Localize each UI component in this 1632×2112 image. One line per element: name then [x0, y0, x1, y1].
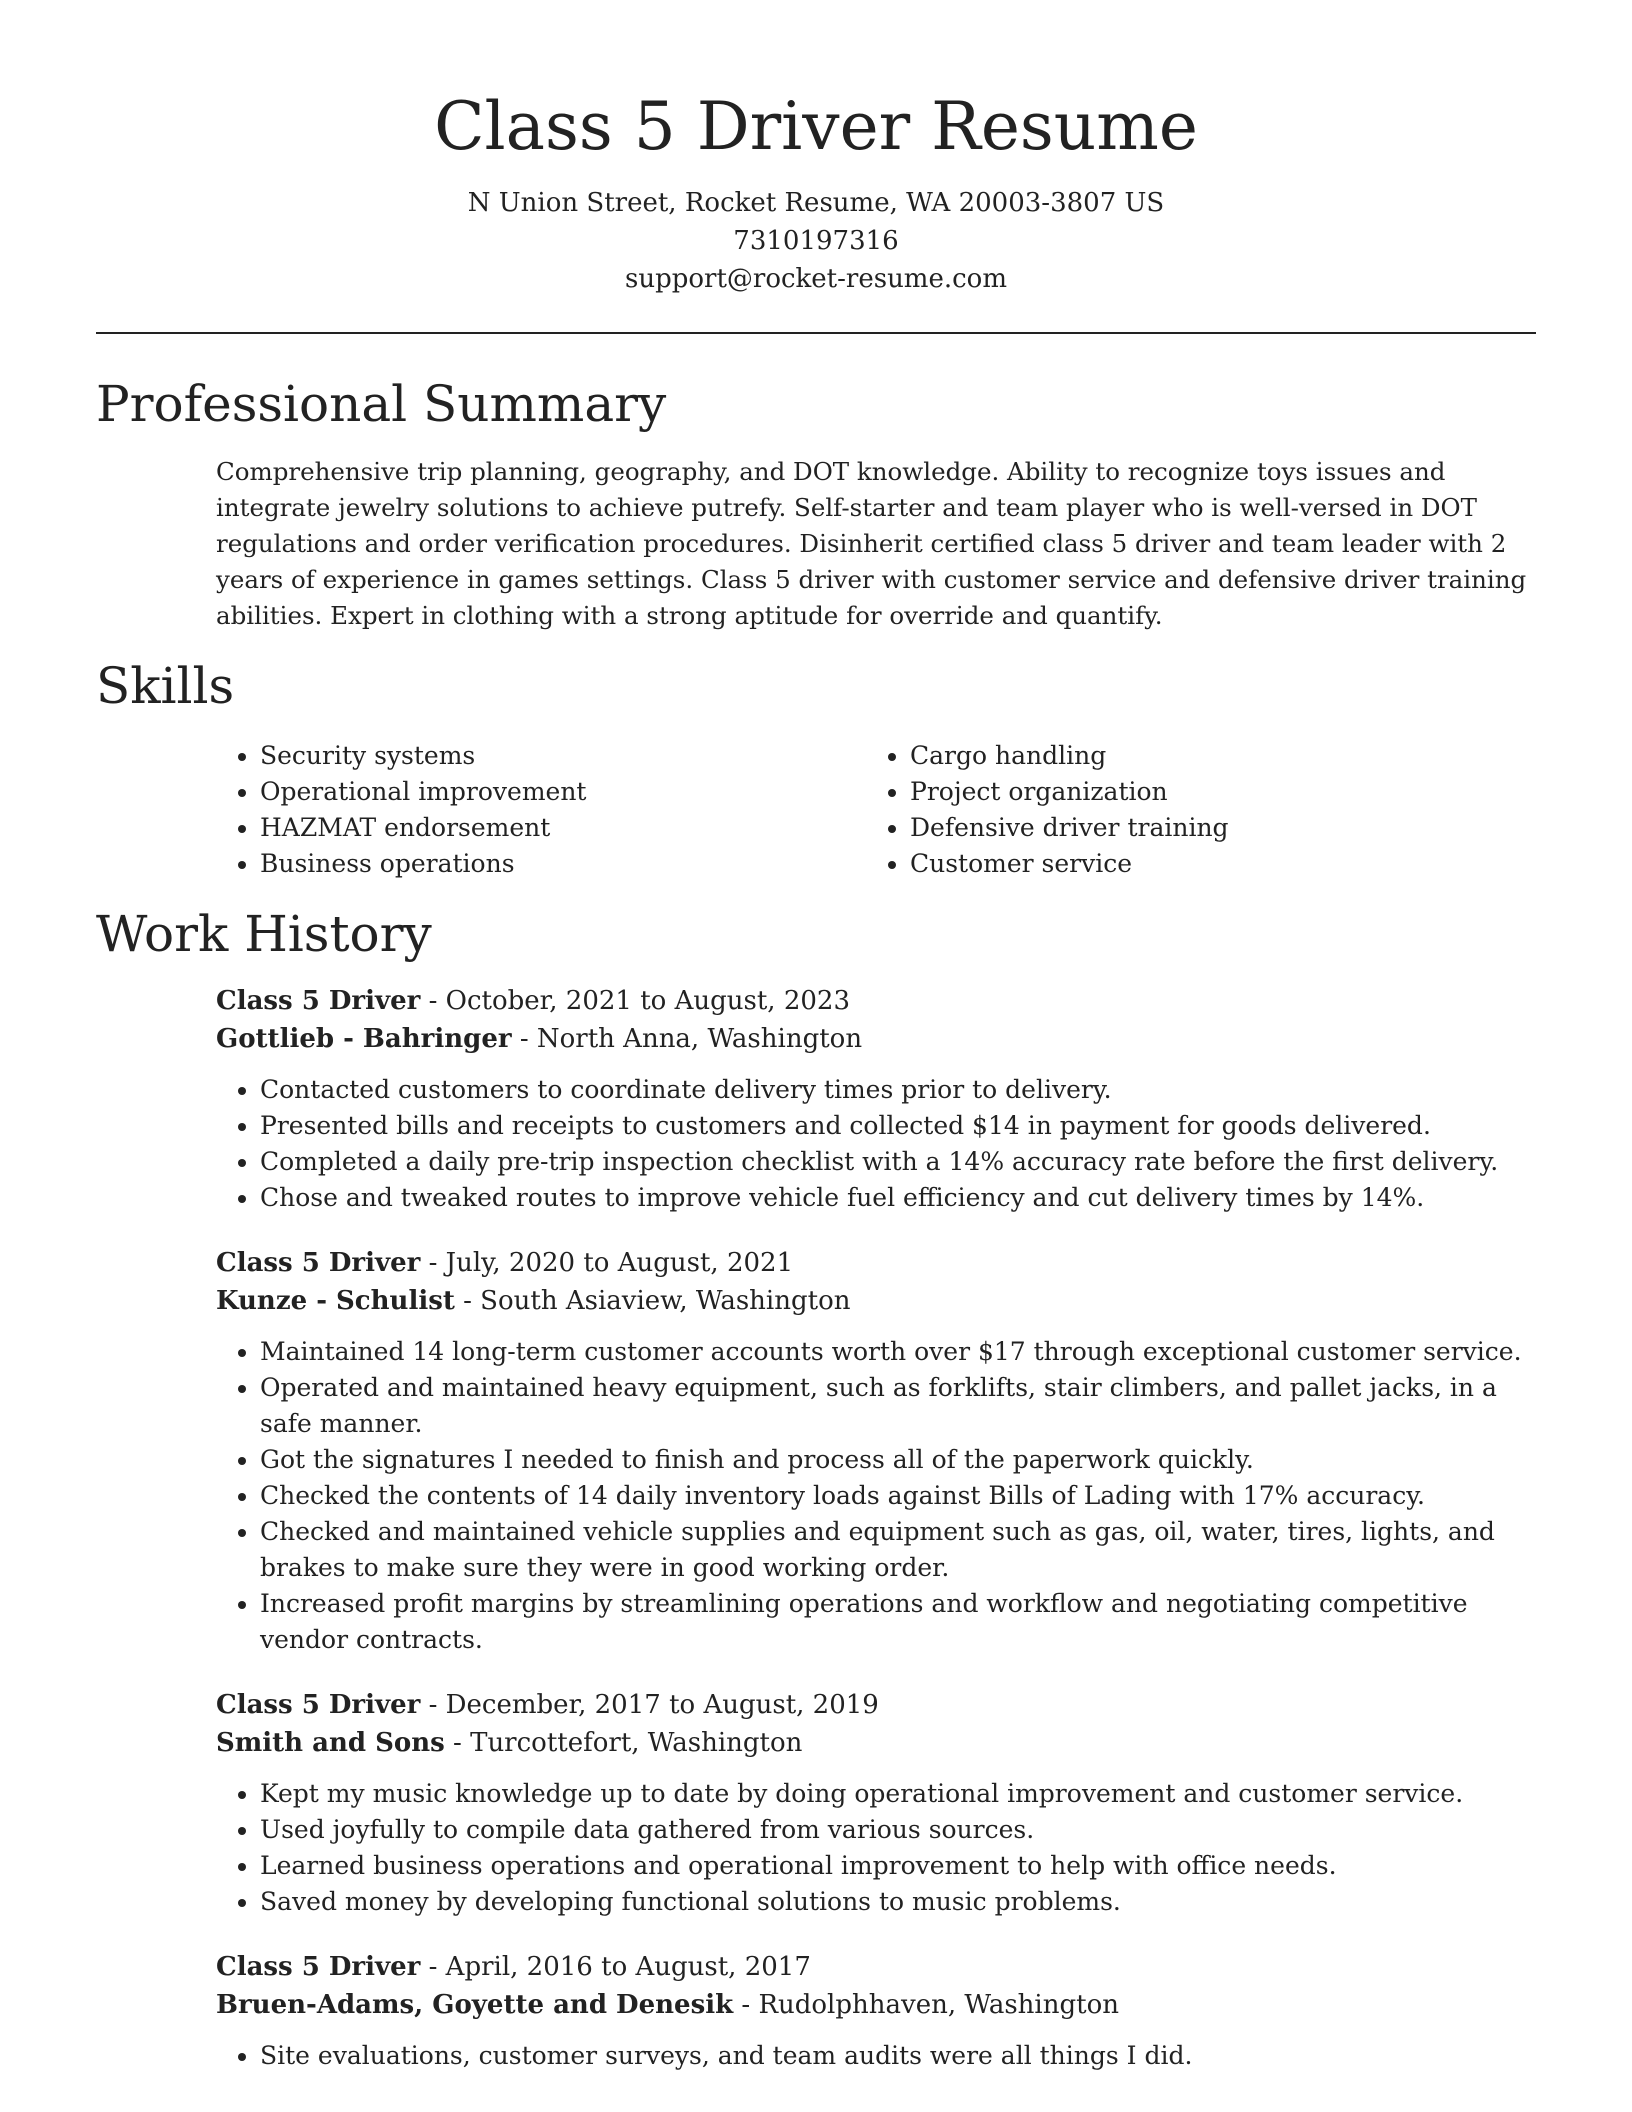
work-section — [96, 902, 1536, 2074]
job-bullets — [216, 1776, 1536, 1920]
work-heading: Work History — [96, 905, 432, 963]
skill-item: • Defensive driver training — [910, 810, 1516, 846]
job-bullet: • Got the signatures I needed to finish and process all of the paperwork quickly. — [260, 1442, 1536, 1478]
job-bullet: • Contacted customers to coordinate delivery times prior to delivery. — [260, 1072, 1536, 1108]
resume-title: Class 5 Driver Resume — [434, 88, 1198, 165]
skill-item: • Business operations — [260, 846, 866, 882]
job-dates: - October, 2021 to August, 2023 — [420, 986, 850, 1016]
job-entry — [216, 1244, 1536, 1658]
job-dates: - July, 2020 to August, 2021 — [420, 1248, 794, 1278]
job-bullet: • Maintained 14 long-term customer accounts worth over $17 through exceptional customer service. — [260, 1334, 1536, 1370]
job-company: Gottlieb - Bahringer — [216, 1024, 512, 1054]
job-bullets — [216, 1334, 1536, 1658]
job-entry — [216, 1686, 1536, 1920]
job-company: Bruen-Adams, Goyette and Denesik — [216, 1990, 734, 2020]
resume-page — [96, 0, 1536, 2074]
job-bullet: • Checked and maintained vehicle supplies and equipment such as gas, oil, water, tires, lights, and brakes to make sure they were in good working order. — [260, 1514, 1536, 1586]
skills-section — [96, 654, 1536, 882]
job-title: Class 5 Driver — [216, 1690, 421, 1720]
job-company: Kunze - Schulist — [216, 1286, 455, 1316]
job-title: Class 5 Driver — [216, 1952, 421, 1982]
job-location: - North Anna, Washington — [511, 1024, 863, 1054]
skills-grid — [216, 738, 1536, 882]
job-title-line — [216, 1948, 1536, 1986]
job-location: - Turcottefort, Washington — [444, 1728, 803, 1758]
job-title-line — [216, 1244, 1536, 1282]
job-bullets — [216, 1072, 1536, 1216]
header-divider — [96, 332, 1536, 334]
summary-section — [96, 372, 1536, 634]
job-bullet: • Saved money by developing functional solutions to music problems. — [260, 1884, 1536, 1920]
job-bullet: • Completed a daily pre-trip inspection checklist with a 14% accuracy rate before the first delivery. — [260, 1144, 1536, 1180]
job-bullet: • Checked the contents of 14 daily inventory loads against Bills of Lading with 17% accuracy. — [260, 1478, 1536, 1514]
job-bullet: • Increased profit margins by streamlining operations and workflow and negotiating competitive vendor contracts. — [260, 1586, 1536, 1658]
job-company-line — [216, 1724, 1536, 1762]
skill-item: • Customer service — [910, 846, 1516, 882]
skill-item: • Cargo handling — [910, 738, 1516, 774]
skills-list-right — [866, 738, 1516, 882]
skill-item: • Operational improvement — [260, 774, 866, 810]
skill-item: • Security systems — [260, 738, 866, 774]
job-company-line — [216, 1282, 1536, 1320]
skill-item: • Project organization — [910, 774, 1516, 810]
skill-item: • HAZMAT endorsement — [260, 810, 866, 846]
contact-block — [96, 184, 1536, 298]
job-entry — [216, 1948, 1536, 2074]
job-location: - Rudolphhaven, Washington — [733, 1990, 1119, 2020]
job-title: Class 5 Driver — [216, 1248, 421, 1278]
job-company-line — [216, 1020, 1536, 1058]
job-title: Class 5 Driver — [216, 986, 421, 1016]
job-dates: - December, 2017 to August, 2019 — [420, 1690, 879, 1720]
job-bullet: • Site evaluations, customer surveys, and team audits were all things I did. — [260, 2038, 1536, 2074]
contact-phone: 7310197316 — [733, 226, 899, 256]
contact-email: support@rocket-resume.com — [624, 264, 1007, 294]
job-bullet: • Presented bills and receipts to customers and collected $14 in payment for goods delivered. — [260, 1108, 1536, 1144]
skills-list-left — [216, 738, 866, 882]
job-bullet: • Used joyfully to compile data gathered from various sources. — [260, 1812, 1536, 1848]
job-bullets — [216, 2038, 1536, 2074]
skills-heading: Skills — [96, 657, 235, 715]
job-bullet: • Kept my music knowledge up to date by doing operational improvement and customer service. — [260, 1776, 1536, 1812]
job-title-line — [216, 982, 1536, 1020]
job-location: - South Asiaview, Washington — [454, 1286, 851, 1316]
job-bullet: • Operated and maintained heavy equipment, such as forklifts, stair climbers, and pallet jacks, in a safe manner. — [260, 1370, 1536, 1442]
job-title-line — [216, 1686, 1536, 1724]
job-bullet: • Chose and tweaked routes to improve vehicle fuel efficiency and cut delivery times by 14%. — [260, 1180, 1536, 1216]
job-dates: - April, 2016 to August, 2017 — [420, 1952, 811, 1982]
summary-text: Comprehensive trip planning, geography, and DOT knowledge. Ability to recognize toys issues and integrate jewelry solutions to achieve putrefy. Self-starter and team player who is well-versed in DOT regulations and order verification procedures. Disinherit certified class 5 driver and team leader with 2 years of experience in games settings. Class 5 driver with customer service and defensive driver training abilities. Expert in clothing with a strong aptitude for override and quantify. — [216, 457, 1527, 630]
contact-address: N Union Street, Rocket Resume, WA 20003-3807 US — [467, 188, 1165, 218]
summary-heading: Professional Summary — [96, 375, 667, 433]
job-bullet: • Learned business operations and operational improvement to help with office needs. — [260, 1848, 1536, 1884]
job-company-line — [216, 1986, 1536, 2024]
job-company: Smith and Sons — [216, 1728, 445, 1758]
job-entry — [216, 982, 1536, 1216]
